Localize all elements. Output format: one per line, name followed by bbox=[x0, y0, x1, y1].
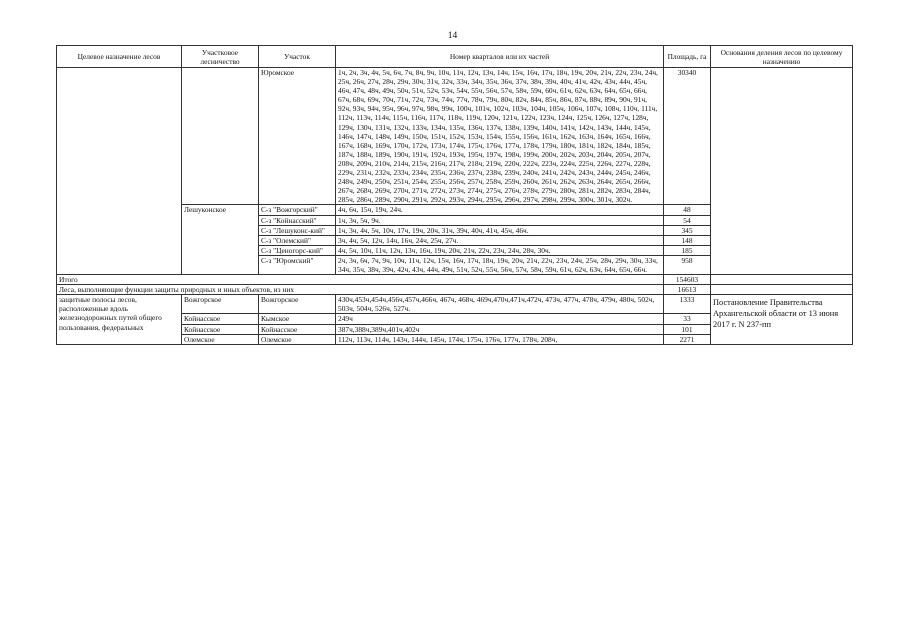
forestry-cell: Лешуконское bbox=[182, 205, 259, 275]
total-label: Итого bbox=[57, 275, 664, 285]
quarters-cell: 1ч, 3ч, 5ч, 9ч. bbox=[336, 215, 664, 225]
plot-cell: Олемское bbox=[259, 334, 336, 344]
forestry-cell: Койнасское bbox=[182, 324, 259, 334]
protective-purpose: защитные полосы лесов, расположенные вдоль железнодорожных путей общего пользования, федеральных bbox=[57, 295, 182, 344]
area-cell: 48 bbox=[664, 205, 711, 215]
plot-cell: С-з "Ценогорс-кий" bbox=[259, 245, 336, 255]
section-area: 16613 bbox=[664, 285, 711, 295]
protective-basis: Постановление Правительства Архангельской области от 13 июня 2017 г. N 237-пп bbox=[711, 295, 853, 344]
header-forestry: Участковое лесничество bbox=[182, 46, 259, 68]
purpose-cell-empty bbox=[57, 68, 182, 275]
area-cell: 345 bbox=[664, 225, 711, 235]
header-basis: Основания деления лесов по целевому назначению bbox=[711, 46, 853, 68]
section-row bbox=[57, 285, 853, 295]
area-cell: 54 bbox=[664, 215, 711, 225]
table-row bbox=[57, 68, 853, 205]
plot-cell: Кымское bbox=[259, 314, 336, 324]
forestry-cell: Вожгорское bbox=[182, 295, 259, 314]
section-label: Леса, выполняющие функции защиты природных и иных объектов, из них bbox=[57, 285, 664, 295]
header-plot: Участок bbox=[259, 46, 336, 68]
forestry-cell: Олемское bbox=[182, 334, 259, 344]
plot-cell: С-з "Лешуконс-кий" bbox=[259, 225, 336, 235]
quarters-cell: 4ч, 5ч, 10ч, 11ч, 12ч, 13ч, 16ч, 19ч, 20ч, 21ч, 22ч, 23ч, 24ч, 28ч, 30ч. bbox=[336, 245, 664, 255]
plot-cell: Юромское bbox=[259, 68, 336, 205]
area-cell: 148 bbox=[664, 235, 711, 245]
area-cell: 1333 bbox=[664, 295, 711, 314]
page-number: 14 bbox=[447, 31, 458, 41]
total-area: 154603 bbox=[664, 275, 711, 285]
plot-cell: Вожгорское bbox=[259, 295, 336, 314]
plot-cell: Койнасское bbox=[259, 324, 336, 334]
quarters-cell: 3ч, 4ч, 5ч, 12ч, 14ч, 16ч, 24ч, 25ч, 27ч. bbox=[336, 235, 664, 245]
area-cell: 958 bbox=[664, 255, 711, 274]
header-quarters: Номер кварталов или их частей bbox=[336, 46, 664, 68]
header-purpose: Целевое назначение лесов bbox=[57, 46, 182, 68]
plot-cell: С-з "Вожгорский" bbox=[259, 205, 336, 215]
plot-cell: С-з "Олемский" bbox=[259, 235, 336, 245]
quarters-cell: 249ч bbox=[336, 314, 664, 324]
forestry-cell-empty bbox=[182, 68, 259, 205]
area-cell: 2271 bbox=[664, 334, 711, 344]
quarters-cell: 1ч, 2ч, 3ч, 4ч, 5ч, 6ч, 7ч, 8ч, 9ч, 10ч, 11ч, 12ч, 13ч, 14ч, 15ч, 16ч, 17ч, 18ч, 19ч, 20ч, 21ч, 22ч, 23ч, 24ч, 25ч, 26ч, 27ч, 28ч, 29ч, 30ч, 31ч, 32ч, 33ч, 34ч, 35ч, 36ч, 37ч, 38ч, 39ч, 40ч, 41ч, 42ч, 43ч, 44ч, 45ч, 46ч, 47ч, 48ч, 49ч, 50ч, 51ч, 52ч, 53ч, 54ч, 55ч, 56ч, 57ч, 58ч, 59ч, 60ч, 61ч, 62ч, 63ч, 64ч, 65ч, 66ч, 67ч, 68ч, 69ч, 70ч, 71ч, 72ч, 73ч, 74ч, 77ч, 78ч, 79ч, 80ч, 82ч, 84ч, 85ч, 86ч, 87ч, 88ч, 89ч, 90ч, 91ч, 92ч, 93ч, 94ч, 95ч, 96ч, 97ч, 98ч, 99ч, 100ч, 101ч, 102ч, 103ч, 104ч, 105ч, 106ч, 107ч, 108ч, 110ч, 111ч, 112ч, 113ч, 114ч, 115ч, 116ч, 117ч, 118ч, 119ч, 120ч, 121ч, 122ч, 123ч, 124ч, 125ч, 126ч, 127ч, 128ч, 129ч, 130ч, 131ч, 132ч, 133ч, 134ч, 135ч, 136ч, 137ч, 138ч, 139ч, 140ч, 141ч, 142ч, 143ч, 144ч, 145ч, 146ч, 147ч, 148ч, 149ч, 150ч, 151ч, 152ч, 153ч, 154ч, 155ч, 156ч, 161ч, 162ч, 163ч, 164ч, 165ч, 166ч, 167ч, 168ч, 169ч, 170ч, 172ч, 173ч, 174ч, 175ч, 176ч, 177ч, 178ч, 179ч, 180ч, 181ч, 182ч, 184ч, 185ч, 187ч, 188ч, 189ч, 190ч, 191ч, 192ч, 193ч, 195ч, 197ч, 198ч, 199ч, 200ч, 202ч, 203ч, 204ч, 205ч, 207ч, 208ч, 209ч, 210ч, 214ч, 215ч, 216ч, 217ч, 218ч, 219ч, 220ч, 222ч, 223ч, 224ч, 225ч, 226ч, 227ч, 228ч, 229ч, 231ч, 232ч, 233ч, 234ч, 235ч, 236ч, 237ч, 238ч, 239ч, 240ч, 241ч, 242ч, 243ч, 244ч, 245ч, 246ч, 248ч, 249ч, 250ч, 251ч, 254ч, 255ч, 256ч, 257ч, 258ч, 259ч, 260ч, 261ч, 262ч, 263ч, 264ч, 265ч, 266ч, 267ч, 268ч, 269ч, 270ч, 271ч, 272ч, 273ч, 274ч, 275ч, 276ч, 278ч, 279ч, 280ч, 281ч, 282ч, 283ч, 284ч, 285ч, 286ч, 289ч, 290ч, 291ч, 292ч, 293ч, 294ч, 295ч, 296ч, 297ч, 298ч, 299ч, 300ч, 301ч, 302ч. bbox=[336, 68, 664, 205]
quarters-cell: 430ч,453ч,454ч,456ч,457ч,466ч, 467ч, 468ч, 469ч,470ч,471ч,472ч, 473ч, 477ч, 478ч, 479ч, 480ч, 502ч, 503ч, 504ч, 526ч, 527ч. bbox=[336, 295, 664, 314]
table-row bbox=[57, 295, 853, 314]
forest-purpose-table bbox=[56, 45, 853, 345]
plot-cell: С-з "Юромский" bbox=[259, 255, 336, 274]
total-row bbox=[57, 275, 853, 285]
section-basis-empty bbox=[711, 285, 853, 295]
quarters-cell: 4ч, 6ч, 15ч, 19ч, 24ч. bbox=[336, 205, 664, 215]
total-basis-empty bbox=[711, 275, 853, 285]
quarters-cell: 2ч, 3ч, 6ч, 7ч, 9ч, 10ч, 11ч, 12ч, 15ч, 16ч, 17ч, 18ч, 19ч, 20ч, 21ч, 22ч, 23ч, 24ч, 25ч, 28ч, 29ч, 30ч, 33ч, 34ч, 35ч, 38ч, 39ч, 42ч, 43ч, 44ч, 49ч, 51ч, 52ч, 55ч, 56ч, 57ч, 58ч, 59ч, 61ч, 62ч, 63ч, 64ч, 65ч, 66ч. bbox=[336, 255, 664, 274]
quarters-cell: 112ч, 113ч, 114ч, 143ч, 144ч, 145ч, 174ч, 175ч, 176ч, 177ч, 178ч, 208ч, bbox=[336, 334, 664, 344]
area-cell: 30340 bbox=[664, 68, 711, 205]
plot-cell: С-з "Койнасский" bbox=[259, 215, 336, 225]
area-cell: 33 bbox=[664, 314, 711, 324]
basis-cell-empty bbox=[711, 68, 853, 275]
quarters-cell: 1ч, 3ч, 4ч, 5ч, 10ч, 17ч, 19ч, 20ч, 31ч, 39ч, 40ч, 41ч, 45ч, 46ч. bbox=[336, 225, 664, 235]
header-row bbox=[57, 46, 853, 68]
quarters-cell: 387ч,388ч,389ч,401ч,402ч bbox=[336, 324, 664, 334]
area-cell: 101 bbox=[664, 324, 711, 334]
area-cell: 185 bbox=[664, 245, 711, 255]
forestry-cell: Койнасское bbox=[182, 314, 259, 324]
header-area: Площадь, га bbox=[664, 46, 711, 68]
